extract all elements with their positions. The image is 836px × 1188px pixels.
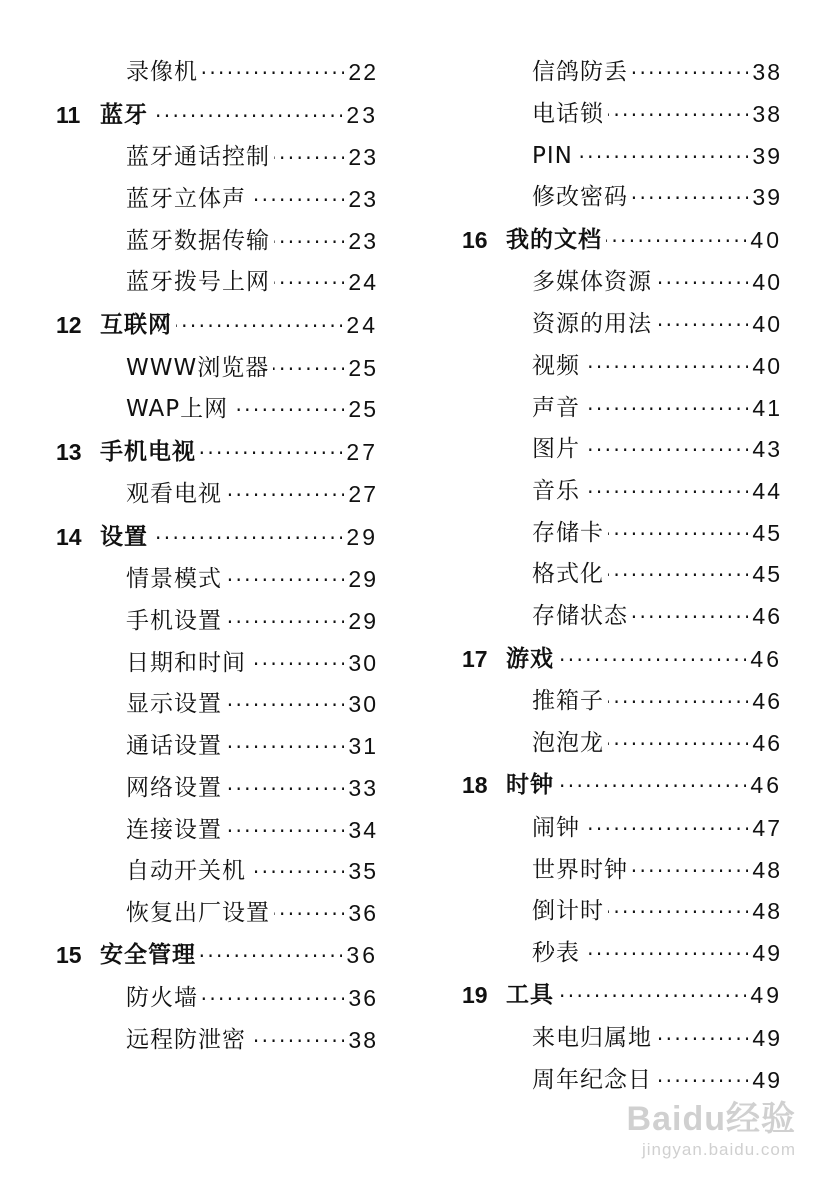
page-number: 48 — [752, 898, 782, 925]
toc-entry-row — [462, 94, 782, 136]
dot-leader — [226, 823, 344, 846]
page-number: 34 — [348, 816, 378, 843]
dot-leader — [577, 149, 749, 172]
entry-title: 声音 — [532, 394, 580, 421]
page-number: 38 — [752, 101, 782, 128]
chapter-number: 13 — [56, 438, 82, 465]
entry-title: PIN — [532, 142, 573, 169]
entry-title: 信鸽防丢 — [532, 59, 628, 86]
entry-title: 远程防泄密 — [126, 1026, 246, 1053]
chapter-title: 安全管理 — [100, 942, 196, 969]
page-number: 41 — [752, 394, 782, 421]
dot-leader — [608, 694, 748, 717]
page-number: 38 — [752, 59, 782, 86]
page-number: 25 — [348, 354, 378, 381]
entry-title: WWW浏览器 — [126, 354, 270, 381]
chapter-number: 11 — [56, 101, 81, 128]
toc-entry-row — [462, 596, 782, 638]
chapter-title: 时钟 — [506, 772, 554, 799]
dot-leader — [608, 526, 748, 549]
entry-title: 秒表 — [532, 939, 580, 966]
entry-title: 资源的用法 — [532, 311, 652, 338]
entry-title: 来电归属地 — [532, 1024, 652, 1051]
toc-entry-row — [462, 1018, 782, 1060]
baidu-watermark — [627, 1102, 796, 1160]
page-number: 45 — [752, 561, 782, 588]
chapter-title: 我的文档 — [506, 226, 602, 253]
chapter-title: 手机电视 — [100, 438, 196, 465]
page-number: 46 — [752, 729, 782, 756]
dot-leader — [226, 781, 344, 804]
page-number: 45 — [752, 519, 782, 546]
chapter-number: 16 — [462, 226, 488, 253]
toc-entry-row — [56, 768, 378, 810]
entry-title: 视频 — [532, 352, 580, 379]
page-number: 49 — [752, 1024, 782, 1051]
entry-title: 蓝牙立体声 — [126, 186, 246, 213]
toc-entry-row — [56, 726, 378, 768]
toc-entry-row — [56, 220, 378, 262]
page-number: 27 — [348, 481, 378, 508]
toc-entry-row — [56, 559, 378, 601]
page-number: 44 — [752, 477, 782, 504]
toc-right-column — [462, 52, 782, 1101]
toc-chapter-row — [56, 516, 378, 559]
dot-leader — [176, 318, 342, 341]
page-number: 40 — [752, 311, 782, 338]
toc-entry-row — [56, 262, 378, 304]
page-number: 27 — [346, 438, 378, 465]
page-number: 40 — [750, 226, 782, 253]
page-number: 33 — [348, 774, 378, 801]
toc-entry-row — [56, 684, 378, 726]
page-number: 46 — [752, 688, 782, 715]
dot-leader — [558, 652, 746, 675]
dot-leader — [200, 445, 342, 468]
entry-title: 存储状态 — [532, 602, 628, 629]
dot-leader — [274, 234, 344, 257]
entry-title: 通话设置 — [126, 733, 222, 760]
watermark-url: jingyan.baidu.com — [641, 1140, 796, 1159]
dot-leader — [250, 656, 344, 679]
dot-leader — [608, 567, 748, 590]
toc-entry-row — [462, 554, 782, 596]
toc-entry-row — [56, 179, 378, 221]
entry-title: 网络设置 — [126, 774, 222, 801]
entry-title: 存储卡 — [532, 519, 604, 546]
dot-leader — [152, 530, 342, 553]
dot-leader — [656, 1031, 748, 1054]
page-number: 23 — [348, 144, 378, 171]
toc-chapter-row — [56, 431, 378, 474]
dot-leader — [584, 484, 748, 507]
dot-leader — [274, 150, 344, 173]
dot-leader — [200, 948, 342, 971]
entry-title: 手机设置 — [126, 608, 222, 635]
page-number: 36 — [346, 942, 378, 969]
page-number: 46 — [750, 772, 782, 799]
entry-title: 图片 — [532, 436, 580, 463]
chapter-title: 工具 — [506, 982, 554, 1009]
toc-entry-row — [462, 512, 782, 554]
page-number: 39 — [752, 142, 782, 169]
page-number: 29 — [346, 523, 378, 550]
dot-leader — [608, 736, 748, 759]
entry-title: 显示设置 — [126, 691, 222, 718]
dot-leader — [656, 1073, 748, 1096]
page-number: 46 — [752, 602, 782, 629]
dot-leader — [202, 991, 344, 1014]
page-number: 24 — [346, 312, 378, 339]
page-number: 49 — [752, 1066, 782, 1093]
toc-entry-row — [56, 809, 378, 851]
entry-title: 日期和时间 — [126, 649, 246, 676]
toc-chapter-row — [56, 94, 378, 137]
toc-chapter-row — [56, 934, 378, 977]
toc-entry-row — [56, 893, 378, 935]
toc-entry-row — [56, 389, 378, 431]
toc-entry-row — [462, 891, 782, 933]
toc-entry-row — [462, 1059, 782, 1101]
entry-title: 推箱子 — [532, 688, 604, 715]
entry-title: 蓝牙数据传输 — [126, 227, 270, 254]
chapter-title: 互联网 — [100, 312, 172, 339]
chapter-number: 15 — [56, 942, 82, 969]
page-number: 47 — [752, 814, 782, 841]
entry-title: 蓝牙拨号上网 — [126, 269, 270, 296]
toc-entry-row — [56, 52, 378, 94]
entry-title: 情景模式 — [126, 566, 222, 593]
page-number: 23 — [348, 186, 378, 213]
toc-entry-row — [462, 52, 782, 94]
page-number: 49 — [752, 939, 782, 966]
dot-leader — [632, 190, 748, 213]
toc-entry-row — [462, 722, 782, 764]
watermark-logo: Baidu经验 — [626, 1100, 796, 1138]
entry-title: 泡泡龙 — [532, 729, 604, 756]
toc-entry-row — [462, 135, 782, 177]
entry-title: 格式化 — [532, 561, 604, 588]
dot-leader — [632, 609, 748, 632]
entry-title: 修改密码 — [532, 184, 628, 211]
page-number: 36 — [348, 984, 378, 1011]
toc-chapter-row — [56, 304, 378, 347]
page-number: 40 — [752, 269, 782, 296]
toc-left-column — [56, 52, 378, 1061]
dot-leader — [226, 572, 344, 595]
dot-leader — [584, 442, 748, 465]
dot-leader — [250, 1033, 344, 1056]
toc-chapter-row — [462, 637, 782, 680]
dot-leader — [558, 778, 746, 801]
dot-leader — [226, 614, 344, 637]
entry-title: 音乐 — [532, 477, 580, 504]
dot-leader — [226, 697, 344, 720]
toc-chapter-row — [462, 219, 782, 262]
entry-title: 录像机 — [126, 59, 198, 86]
page-number: 39 — [752, 184, 782, 211]
dot-leader — [632, 863, 748, 886]
toc-chapter-row — [462, 974, 782, 1017]
chapter-title: 蓝牙 — [100, 101, 148, 128]
toc-entry-row — [462, 681, 782, 723]
toc-entry-row — [462, 807, 782, 849]
dot-leader — [250, 864, 344, 887]
toc-entry-row — [56, 1019, 378, 1061]
page-number: 23 — [348, 227, 378, 254]
entry-title: 世界时钟 — [532, 856, 628, 883]
dot-leader — [232, 402, 344, 425]
toc-entry-row — [56, 347, 378, 389]
page-number: 29 — [348, 566, 378, 593]
toc-entry-row — [462, 177, 782, 219]
page-number: 31 — [348, 733, 378, 760]
chapter-number: 19 — [462, 982, 488, 1009]
page-number: 30 — [348, 649, 378, 676]
page-number: 25 — [348, 396, 378, 423]
toc-entry-row — [56, 978, 378, 1020]
entry-title: 连接设置 — [126, 816, 222, 843]
toc-entry-row — [462, 346, 782, 388]
dot-leader — [608, 904, 748, 927]
dot-leader — [152, 108, 342, 131]
page-number: 46 — [750, 645, 782, 672]
dot-leader — [273, 361, 344, 384]
toc-chapter-row — [462, 764, 782, 807]
page-number: 24 — [348, 269, 378, 296]
entry-title: 恢复出厂设置 — [126, 899, 270, 926]
entry-title: 周年纪念日 — [532, 1066, 652, 1093]
toc-entry-row — [462, 849, 782, 891]
dot-leader — [584, 359, 748, 382]
toc-entry-row — [462, 387, 782, 429]
entry-title: 多媒体资源 — [532, 269, 652, 296]
toc-entry-row — [462, 304, 782, 346]
page-number: 49 — [750, 982, 782, 1009]
page-number: 29 — [348, 608, 378, 635]
chapter-number: 14 — [56, 523, 82, 550]
page-number: 30 — [348, 691, 378, 718]
dot-leader — [274, 906, 344, 929]
chapter-number: 17 — [462, 645, 488, 672]
chapter-title: 游戏 — [506, 645, 554, 672]
toc-entry-row — [462, 262, 782, 304]
toc-entry-row — [462, 933, 782, 975]
entry-title: 闹钟 — [532, 814, 580, 841]
dot-leader — [584, 946, 748, 969]
toc-entry-row — [462, 471, 782, 513]
dot-leader — [274, 275, 344, 298]
dot-leader — [606, 233, 746, 256]
dot-leader — [656, 317, 748, 340]
page-number: 38 — [348, 1026, 378, 1053]
toc-entry-row — [56, 137, 378, 179]
page-number: 35 — [348, 858, 378, 885]
toc-entry-row — [56, 851, 378, 893]
dot-leader — [656, 275, 748, 298]
dot-leader — [584, 821, 748, 844]
toc-entry-row — [56, 601, 378, 643]
toc-entry-row — [56, 474, 378, 516]
entry-title: 倒计时 — [532, 898, 604, 925]
dot-leader — [584, 401, 748, 424]
page-number: 22 — [348, 59, 378, 86]
page-number: 23 — [346, 101, 378, 128]
entry-title: 电话锁 — [532, 101, 604, 128]
entry-title: WAP上网 — [126, 396, 229, 423]
entry-title: 自动开关机 — [126, 858, 246, 885]
chapter-number: 18 — [462, 772, 488, 799]
dot-leader — [250, 192, 344, 215]
chapter-number: 12 — [56, 312, 82, 339]
chapter-title: 设置 — [100, 523, 148, 550]
dot-leader — [202, 65, 344, 88]
entry-title: 观看电视 — [126, 481, 222, 508]
entry-title: 蓝牙通话控制 — [126, 144, 270, 171]
dot-leader — [226, 739, 344, 762]
dot-leader — [608, 107, 748, 130]
entry-title: 防火墙 — [126, 984, 198, 1011]
dot-leader — [632, 65, 748, 88]
page-number: 43 — [752, 436, 782, 463]
page-number: 48 — [752, 856, 782, 883]
page-number: 40 — [752, 352, 782, 379]
dot-leader — [226, 487, 344, 510]
toc-entry-row — [56, 642, 378, 684]
page-number: 36 — [348, 899, 378, 926]
dot-leader — [558, 988, 746, 1011]
toc-entry-row — [462, 429, 782, 471]
